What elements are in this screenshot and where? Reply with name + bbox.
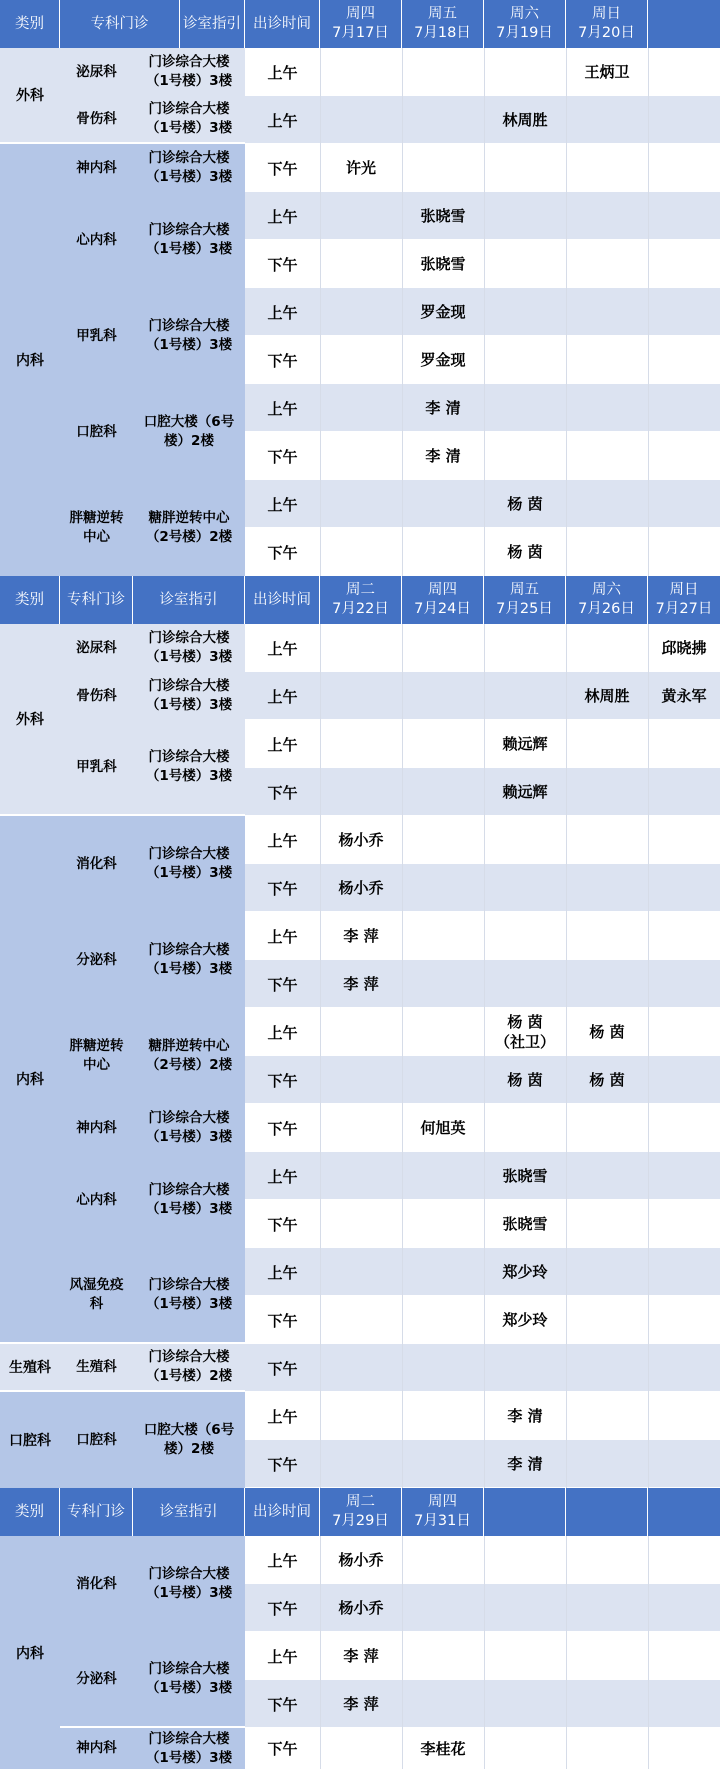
grid-line <box>402 624 403 1488</box>
specialty-cell: 口腔科 <box>60 1392 133 1488</box>
location-cell: 口腔大楼（6号 楼）2楼 <box>133 1392 245 1488</box>
doctor-name: 张晓雪 <box>502 1167 548 1185</box>
specialty-cell: 泌尿科 <box>60 48 133 96</box>
header-category: 类别 <box>0 576 60 624</box>
doctor-name: 王炳卫 <box>584 63 630 81</box>
time-cell: 上午 <box>267 687 298 706</box>
doctor-name: 张晓雪 <box>420 207 466 225</box>
weekday-label: 周四 <box>346 6 375 22</box>
time-cell: 上午 <box>267 1167 298 1186</box>
date-label: 7月26日 <box>578 601 635 617</box>
time-cell: 上午 <box>267 303 298 322</box>
weekday-label: 周六 <box>510 6 539 22</box>
location-cell: 门诊综合大楼 （1号楼）3楼 <box>133 1632 245 1728</box>
doctor-name: 杨 茵 <box>507 543 543 561</box>
time-cell: 上午 <box>267 831 298 850</box>
time-cell: 上午 <box>267 495 298 514</box>
header-day <box>320 576 402 624</box>
specialty-cell: 神内科 <box>60 1728 133 1769</box>
time-cell: 下午 <box>267 879 298 898</box>
location-cell: 门诊综合大楼 （1号楼）3楼 <box>133 1248 245 1344</box>
weekday-label: 周五 <box>510 582 539 598</box>
specialty-cell: 消化科 <box>60 1536 133 1632</box>
time-cell: 下午 <box>267 1359 298 1378</box>
location-cell: 门诊综合大楼 （1号楼）3楼 <box>133 672 245 720</box>
doctor-name: 李 清 <box>425 447 461 465</box>
doctor-name: 李 清 <box>507 1407 543 1425</box>
specialty-cell: 骨伤科 <box>60 96 133 144</box>
header-day <box>566 576 648 624</box>
specialty-cell: 口腔科 <box>60 384 133 480</box>
header-specialty: 专科门诊 <box>60 576 133 624</box>
date-label: 7月18日 <box>414 25 471 41</box>
specialty-cell: 心内科 <box>60 192 133 288</box>
specialty-cell: 心内科 <box>60 1152 133 1248</box>
specialty-cell: 甲乳科 <box>60 288 133 384</box>
header-specialty: 专科门诊 <box>60 1488 133 1536</box>
header-time: 出诊时间 <box>245 576 320 624</box>
header-location: 诊室指引 <box>133 1488 245 1536</box>
header-day-empty <box>648 0 720 48</box>
weekday-label: 周日 <box>669 582 699 598</box>
weekday-label: 周二 <box>346 1494 375 1510</box>
time-cell: 上午 <box>267 399 298 418</box>
time-cell: 上午 <box>267 1647 298 1666</box>
specialty-cell: 胖糖逆转 中心 <box>60 480 133 576</box>
date-label: 7月27日 <box>655 601 713 617</box>
weekday-label: 周四 <box>428 1494 457 1510</box>
doctor-name: 杨小乔 <box>338 831 384 849</box>
date-label: 7月19日 <box>496 25 553 41</box>
location-cell: 门诊综合大楼 （1号楼）3楼 <box>133 288 245 384</box>
grid-line <box>648 1536 649 1769</box>
header-day-empty <box>648 1488 720 1536</box>
category-cell: 外科 <box>0 624 60 816</box>
doctor-name: 杨 茵 （社卫） <box>494 1013 555 1051</box>
specialty-cell: 生殖科 <box>60 1344 133 1392</box>
header-day <box>566 0 648 48</box>
doctor-name: 杨小乔 <box>338 879 384 897</box>
doctor-name: 郑少玲 <box>502 1263 548 1281</box>
header-day <box>484 576 566 624</box>
doctor-name: 黄永军 <box>661 687 707 705</box>
location-cell: 糖胖逆转中心 （2号楼）2楼 <box>133 480 245 576</box>
location-cell: 门诊综合大楼 （1号楼）3楼 <box>133 1104 245 1152</box>
date-label: 7月17日 <box>332 25 389 41</box>
doctor-name: 李 萍 <box>343 975 379 993</box>
header-category: 类别 <box>0 0 60 48</box>
time-cell: 下午 <box>267 1740 298 1758</box>
doctor-name: 李 萍 <box>343 1647 379 1665</box>
date-label: 7月31日 <box>414 1513 471 1529</box>
specialty-cell: 胖糖逆转 中心 <box>60 1008 133 1104</box>
doctor-name: 邱晓拂 <box>661 639 707 657</box>
header-day-empty <box>566 1488 648 1536</box>
time-cell: 上午 <box>267 111 298 130</box>
location-cell: 门诊综合大楼 （1号楼）3楼 <box>133 1152 245 1248</box>
location-cell: 糖胖逆转中心 （2号楼）2楼 <box>133 1008 245 1104</box>
time-cell: 上午 <box>267 1023 298 1042</box>
location-cell: 门诊综合大楼 （1号楼）3楼 <box>133 816 245 912</box>
date-label: 7月22日 <box>332 601 389 617</box>
grid-line <box>484 1536 485 1769</box>
weekday-label: 周四 <box>428 582 457 598</box>
header-location: 诊室指引 <box>180 0 245 48</box>
doctor-name: 许光 <box>345 159 376 177</box>
specialty-cell: 风湿免疫 科 <box>60 1248 133 1344</box>
time-cell: 下午 <box>267 447 298 466</box>
grid-line <box>566 48 567 576</box>
date-label: 7月25日 <box>496 601 553 617</box>
location-cell: 门诊综合大楼 （1号楼）3楼 <box>133 912 245 1008</box>
weekday-label: 周六 <box>592 582 621 598</box>
category-cell: 外科 <box>0 48 60 144</box>
grid-line <box>320 624 321 1488</box>
time-cell: 上午 <box>267 1263 298 1282</box>
category-cell: 内科 <box>0 1536 60 1769</box>
category-cell: 内科 <box>0 144 60 576</box>
date-label: 7月29日 <box>332 1513 389 1529</box>
category-cell: 内科 <box>0 816 60 1344</box>
location-cell: 门诊综合大楼 （1号楼）3楼 <box>133 720 245 816</box>
specialty-cell: 泌尿科 <box>60 624 133 672</box>
grid-line <box>566 1536 567 1769</box>
doctor-name: 罗金现 <box>420 303 466 321</box>
grid-line <box>648 624 649 1488</box>
time-cell: 上午 <box>267 63 298 82</box>
location-cell: 门诊综合大楼 （1号楼）3楼 <box>133 624 245 672</box>
weekday-label: 周日 <box>592 6 621 22</box>
header-category: 类别 <box>0 1488 60 1536</box>
doctor-name: 张晓雪 <box>502 1215 548 1233</box>
date-label: 7月24日 <box>414 601 471 617</box>
time-cell: 下午 <box>267 255 298 274</box>
time-cell: 下午 <box>267 159 298 178</box>
location-cell: 门诊综合大楼 （1号楼）3楼 <box>133 1536 245 1632</box>
doctor-name: 杨 茵 <box>589 1023 625 1041</box>
location-cell: 门诊综合大楼 （1号楼）3楼 <box>133 96 245 144</box>
specialty-cell: 神内科 <box>60 1104 133 1152</box>
grid-line <box>320 48 321 576</box>
weekday-label: 周二 <box>346 582 375 598</box>
category-cell: 生殖科 <box>0 1344 60 1392</box>
header-day <box>320 0 402 48</box>
header-day <box>320 1488 402 1536</box>
location-cell: 门诊综合大楼 （1号楼）2楼 <box>133 1344 245 1392</box>
specialty-cell: 分泌科 <box>60 912 133 1008</box>
header-location: 诊室指引 <box>133 576 245 624</box>
header-specialty: 专科门诊 <box>60 0 180 48</box>
specialty-cell: 分泌科 <box>60 1632 133 1728</box>
location-cell: 门诊综合大楼 （1号楼）3楼 <box>133 192 245 288</box>
weekday-label: 周五 <box>428 6 457 22</box>
time-cell: 下午 <box>267 1599 298 1618</box>
specialty-cell: 甲乳科 <box>60 720 133 816</box>
time-cell: 上午 <box>267 735 298 754</box>
time-cell: 下午 <box>267 543 298 562</box>
doctor-name: 李桂花 <box>420 1739 466 1758</box>
doctor-name: 张晓雪 <box>420 255 466 273</box>
doctor-name: 李 萍 <box>343 927 379 945</box>
location-cell: 门诊综合大楼 （1号楼）3楼 <box>133 48 245 96</box>
header-day <box>402 576 484 624</box>
time-cell: 下午 <box>267 783 298 802</box>
specialty-cell: 骨伤科 <box>60 672 133 720</box>
header-time: 出诊时间 <box>245 0 320 48</box>
header-time: 出诊时间 <box>245 1488 320 1536</box>
header-day <box>402 0 484 48</box>
time-cell: 上午 <box>267 927 298 946</box>
doctor-name: 杨 茵 <box>507 1071 543 1089</box>
doctor-name: 李 萍 <box>343 1695 379 1713</box>
doctor-name: 赖远辉 <box>502 735 548 753</box>
date-label: 7月20日 <box>578 25 635 41</box>
doctor-name: 郑少玲 <box>502 1311 548 1329</box>
doctor-name: 杨 茵 <box>507 495 543 513</box>
header-day <box>648 576 720 624</box>
time-cell: 下午 <box>267 1215 298 1234</box>
header-day-empty <box>484 1488 566 1536</box>
time-cell: 上午 <box>267 1407 298 1426</box>
doctor-name: 李 清 <box>507 1455 543 1473</box>
grid-line <box>648 48 649 576</box>
doctor-name: 杨 茵 <box>589 1071 625 1089</box>
location-cell: 门诊综合大楼 （1号楼）3楼 <box>133 144 245 192</box>
time-cell: 上午 <box>267 639 298 658</box>
time-cell: 下午 <box>267 1071 298 1090</box>
header-day <box>484 0 566 48</box>
time-cell: 下午 <box>267 975 298 994</box>
doctor-name: 罗金现 <box>420 351 466 369</box>
location-cell: 口腔大楼（6号 楼）2楼 <box>133 384 245 480</box>
doctor-name: 林周胜 <box>502 111 548 129</box>
time-cell: 下午 <box>267 351 298 370</box>
doctor-name: 林周胜 <box>584 687 630 705</box>
category-cell: 口腔科 <box>0 1392 60 1488</box>
time-cell: 下午 <box>267 1455 298 1474</box>
header-day <box>402 1488 484 1536</box>
time-cell: 下午 <box>267 1119 298 1138</box>
doctor-name: 杨小乔 <box>338 1599 384 1617</box>
doctor-name: 赖远辉 <box>502 783 548 801</box>
time-cell: 上午 <box>267 207 298 226</box>
specialty-cell: 神内科 <box>60 144 133 192</box>
doctor-name: 李 清 <box>425 399 461 417</box>
time-cell: 下午 <box>267 1311 298 1330</box>
doctor-name: 杨小乔 <box>338 1551 384 1569</box>
location-cell: 门诊综合大楼 （1号楼）3楼 <box>133 1728 245 1769</box>
time-cell: 下午 <box>267 1695 298 1714</box>
time-cell: 上午 <box>267 1551 298 1570</box>
specialty-cell: 消化科 <box>60 816 133 912</box>
doctor-name: 何旭英 <box>420 1119 466 1137</box>
